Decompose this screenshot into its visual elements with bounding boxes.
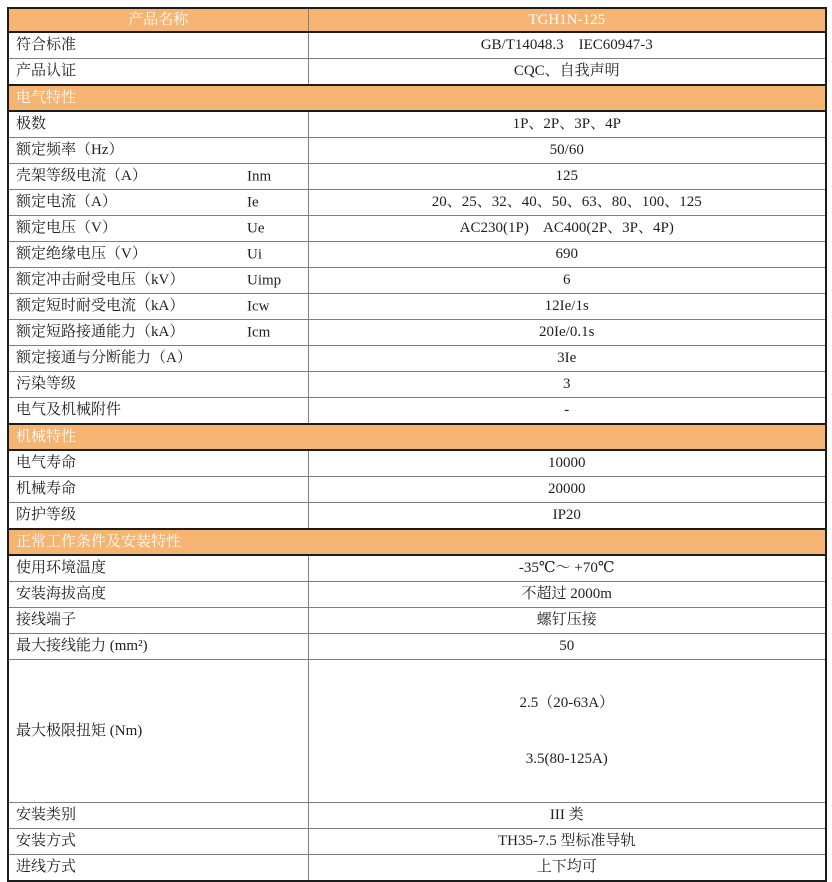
spec-value: 20Ie/0.1s bbox=[308, 320, 826, 346]
spec-label bbox=[8, 294, 308, 320]
table-row bbox=[8, 555, 826, 582]
table-row bbox=[8, 398, 826, 425]
spec-symbol: Ui bbox=[247, 246, 262, 262]
spec-label: 防护等级 bbox=[8, 503, 308, 530]
spec-label: 最大极限扭矩 (Nm) bbox=[8, 660, 308, 803]
table-row bbox=[8, 582, 826, 608]
table-row bbox=[8, 216, 826, 242]
section-title: 正常工作条件及安装特性 bbox=[8, 529, 826, 555]
spec-symbol: Uimp bbox=[247, 272, 282, 288]
spec-value: CQC、自我声明 bbox=[308, 59, 826, 86]
spec-value: 50/60 bbox=[308, 138, 826, 164]
table-row bbox=[8, 242, 826, 268]
table-row bbox=[8, 111, 826, 138]
spec-symbol: Ue bbox=[247, 220, 265, 236]
spec-label bbox=[8, 164, 308, 190]
spec-label-text: 额定电压（V） bbox=[16, 220, 117, 236]
spec-value: 20、25、32、40、50、63、80、100、125 bbox=[308, 190, 826, 216]
spec-value: 3Ie bbox=[308, 346, 826, 372]
table-row bbox=[8, 138, 826, 164]
spec-label: 使用环境温度 bbox=[8, 555, 308, 582]
spec-value: 不超过 2000m bbox=[308, 582, 826, 608]
spec-label: 额定频率（Hz） bbox=[8, 138, 308, 164]
table-row bbox=[8, 634, 826, 660]
spec-label: 污染等级 bbox=[8, 372, 308, 398]
spec-value: 50 bbox=[308, 634, 826, 660]
spec-symbol: Ie bbox=[247, 194, 259, 210]
spec-value: 6 bbox=[308, 268, 826, 294]
spec-value: - bbox=[308, 398, 826, 425]
spec-label: 最大接线能力 (mm²) bbox=[8, 634, 308, 660]
table-row bbox=[8, 320, 826, 346]
spec-label: 电气及机械附件 bbox=[8, 398, 308, 425]
section-title: 机械特性 bbox=[8, 424, 826, 450]
spec-label: 电气寿命 bbox=[8, 450, 308, 477]
section-title: 电气特性 bbox=[8, 85, 826, 111]
spec-value: 螺钉压接 bbox=[308, 608, 826, 634]
table-row bbox=[8, 32, 826, 59]
product-spec-table bbox=[7, 7, 827, 882]
table-header-row bbox=[8, 8, 826, 32]
spec-label-text: 额定电流（A） bbox=[16, 194, 117, 210]
spec-label: 安装类别 bbox=[8, 803, 308, 829]
spec-value-line-2: 3.5(80-125A) bbox=[525, 750, 608, 767]
spec-value-line-1: 2.5（20-63A） bbox=[519, 694, 615, 711]
spec-value bbox=[308, 660, 826, 803]
table-row bbox=[8, 372, 826, 398]
spec-value: 20000 bbox=[308, 477, 826, 503]
table-row bbox=[8, 608, 826, 634]
spec-value: TH35-7.5 型标准导轨 bbox=[308, 829, 826, 855]
table-row bbox=[8, 503, 826, 530]
spec-label: 额定接通与分断能力（A） bbox=[8, 346, 308, 372]
section-header-electrical bbox=[8, 85, 826, 111]
table-row bbox=[8, 346, 826, 372]
spec-value: III 类 bbox=[308, 803, 826, 829]
spec-symbol: Inm bbox=[247, 168, 272, 184]
table-row bbox=[8, 59, 826, 86]
spec-value: 3 bbox=[308, 372, 826, 398]
spec-label bbox=[8, 216, 308, 242]
spec-label bbox=[8, 320, 308, 346]
spec-value: 1P、2P、3P、4P bbox=[308, 111, 826, 138]
spec-label: 安装海拔高度 bbox=[8, 582, 308, 608]
spec-symbol: Icm bbox=[247, 324, 271, 340]
table-row bbox=[8, 803, 826, 829]
spec-value: GB/T14048.3 IEC60947-3 bbox=[308, 32, 826, 59]
table-row bbox=[8, 855, 826, 882]
spec-label-text: 壳架等级电流（A） bbox=[16, 168, 147, 184]
spec-value: AC230(1P) AC400(2P、3P、4P) bbox=[308, 216, 826, 242]
spec-label: 进线方式 bbox=[8, 855, 308, 882]
spec-label: 接线端子 bbox=[8, 608, 308, 634]
table-row bbox=[8, 660, 826, 803]
spec-value: 上下均可 bbox=[308, 855, 826, 882]
spec-label: 安装方式 bbox=[8, 829, 308, 855]
spec-label: 机械寿命 bbox=[8, 477, 308, 503]
spec-label-text: 额定短时耐受电流（kA） bbox=[16, 298, 185, 314]
table-row bbox=[8, 477, 826, 503]
table-row bbox=[8, 450, 826, 477]
product-model-header: TGH1N-125 bbox=[308, 8, 826, 32]
spec-label-text: 额定绝缘电压（V） bbox=[16, 246, 147, 262]
spec-symbol: Icw bbox=[247, 298, 270, 314]
table-row bbox=[8, 294, 826, 320]
spec-label: 产品认证 bbox=[8, 59, 308, 86]
spec-value: 125 bbox=[308, 164, 826, 190]
spec-value: 10000 bbox=[308, 450, 826, 477]
spec-label-text: 额定冲击耐受电压（kV） bbox=[16, 272, 185, 288]
spec-value: 690 bbox=[308, 242, 826, 268]
section-header-mechanical bbox=[8, 424, 826, 450]
spec-label: 极数 bbox=[8, 111, 308, 138]
spec-value: 12Ie/1s bbox=[308, 294, 826, 320]
table-row bbox=[8, 190, 826, 216]
spec-label bbox=[8, 190, 308, 216]
spec-value: IP20 bbox=[308, 503, 826, 530]
section-header-installation bbox=[8, 529, 826, 555]
table-row bbox=[8, 829, 826, 855]
table-row bbox=[8, 164, 826, 190]
spec-label-text: 额定短路接通能力（kA） bbox=[16, 324, 185, 340]
table-row bbox=[8, 268, 826, 294]
spec-label bbox=[8, 242, 308, 268]
spec-label bbox=[8, 268, 308, 294]
spec-value: -35℃～ +70℃ bbox=[308, 555, 826, 582]
product-name-header: 产品名称 bbox=[8, 8, 308, 32]
spec-label: 符合标准 bbox=[8, 32, 308, 59]
